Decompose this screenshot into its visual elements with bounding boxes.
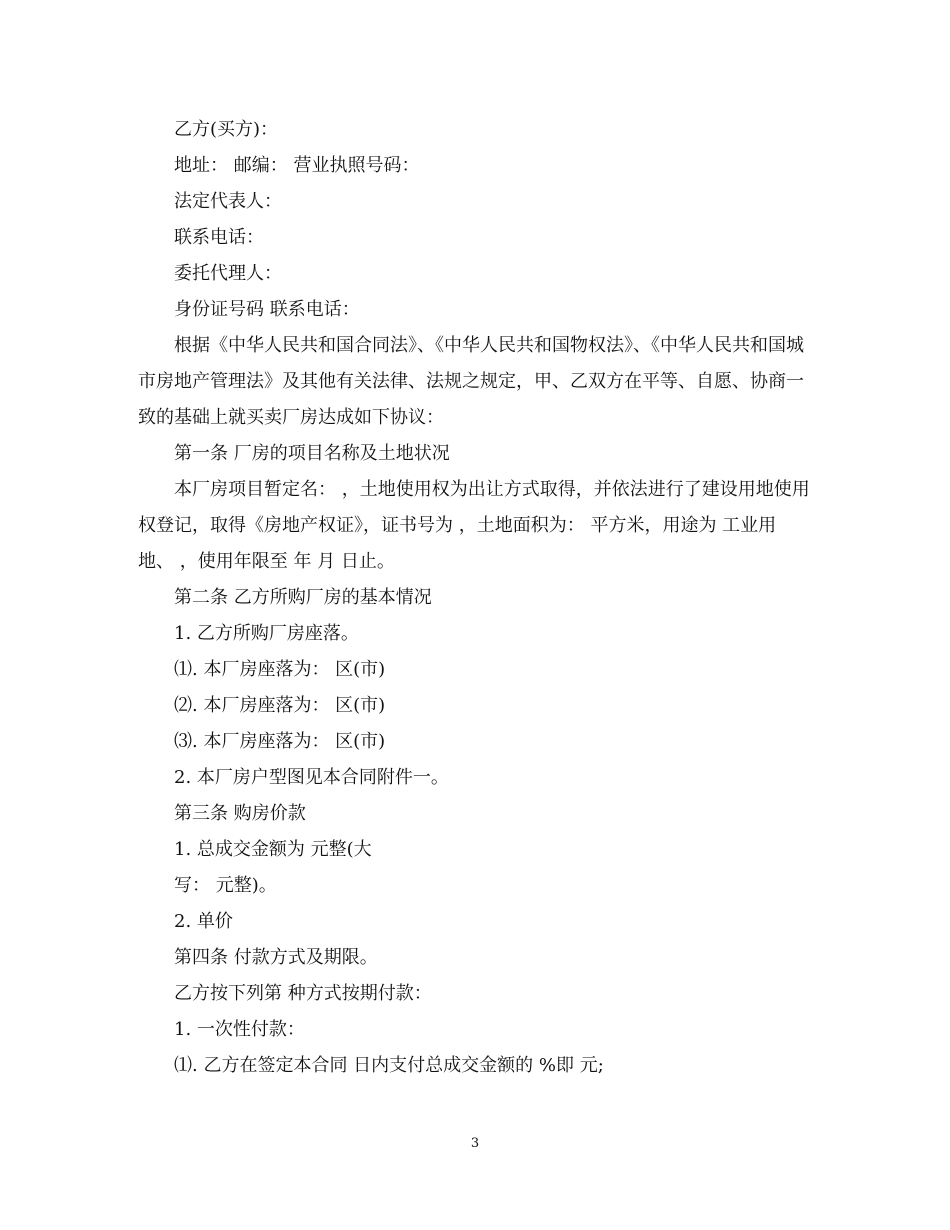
article-2-subitem-1: ⑴. 本厂房座落为： 区(市) (174, 659, 386, 680)
article-3-heading: 第三条 购房价款 (174, 803, 306, 824)
article-1-heading: 第一条 厂房的项目名称及土地状况 (174, 443, 450, 464)
article-2-heading: 第二条 乙方所购厂房的基本情况 (174, 587, 432, 608)
payment-option-1-subitem-1: ⑴. 乙方在签定本合同 日内支付总成交金额的 %即 元; (174, 1055, 604, 1076)
article-3-item-1-continued: 写： 元整)。 (174, 875, 277, 896)
article-3-item-2: 2. 单价 (174, 911, 233, 932)
id-number-line: 身份证号码 联系电话： (174, 299, 360, 320)
article-2-item-2: 2. 本厂房户型图见本合同附件一。 (174, 767, 449, 788)
page-number: 3 (470, 1136, 480, 1151)
article-2-item-1: 1. 乙方所购厂房座落。 (174, 623, 359, 644)
preamble-paragraph: 根据《中华人民共和国合同法》、《中华人民共和国物权法》、《中华人民共和国城市房地产管理法》及其他有关法律、法规之规定，甲、乙双方在平等、自愿、协商一致的基础上就买卖厂房达成如下协议： (138, 335, 804, 428)
article-2-subitem-2: ⑵. 本厂房座落为： 区(市) (174, 695, 386, 716)
contract-body (138, 112, 810, 1084)
payment-option-1: 1. 一次性付款： (174, 1019, 305, 1040)
agent-line: 委托代理人： (174, 263, 282, 284)
article-2-subitem-3: ⑶. 本厂房座落为： 区(市) (174, 731, 386, 752)
article-3-item-1: 1. 总成交金额为 元整(大 (174, 839, 372, 860)
address-line: 地址： 邮编： 营业执照号码： (174, 155, 420, 176)
payment-method-line: 乙方按下列第 种方式按期付款： (174, 983, 432, 1004)
phone-line: 联系电话： (174, 227, 264, 248)
article-1-paragraph: 本厂房项目暂定名： ，土地使用权为出让方式取得，并依法进行了建设用地使用权登记，取得《房地产权证》，证书号为 ，土地面积为： 平方米，用途为 工业用地、 ，使用年限至 年 月 日止。 (138, 479, 810, 572)
legal-representative-line: 法定代表人： (174, 191, 282, 212)
party-b-heading: 乙方(买方)： (174, 119, 279, 140)
article-4-heading: 第四条 付款方式及期限。 (174, 947, 378, 968)
